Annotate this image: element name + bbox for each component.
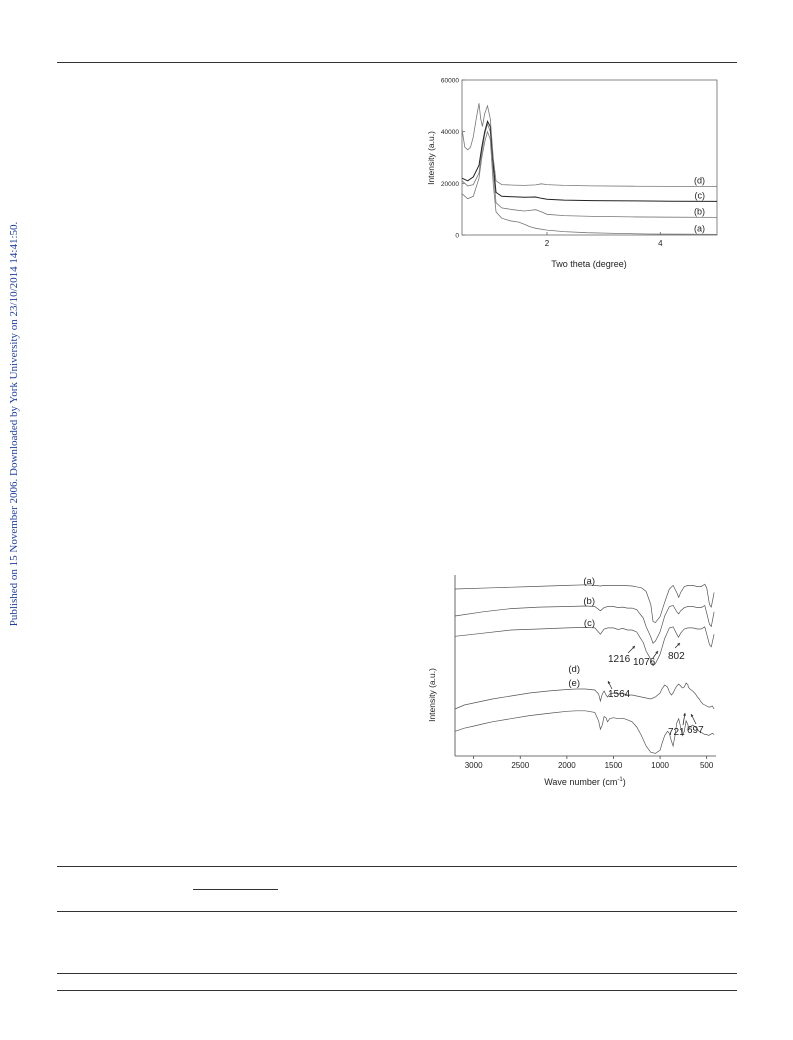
top-rule (57, 62, 737, 63)
xrd-x-axis-label: Two theta (degree) (551, 259, 627, 269)
ftir-x-tick-label: 1500 (604, 761, 623, 770)
ftir-x-axis-label-close: ) (622, 777, 626, 787)
ftir-series-d-line (455, 683, 714, 709)
ftir-x-tick-label: 2000 (557, 761, 576, 770)
ftir-series-e-label: (e) (568, 678, 580, 689)
table-header-underline (193, 889, 278, 890)
ftir-plot-area (455, 575, 716, 770)
xrd-series-b-label: (b) (694, 206, 705, 217)
xrd-series-a-label: (a) (694, 223, 705, 234)
ftir-peak-annotation: 1216 (608, 654, 631, 665)
ftir-peak-annotation: 721 (668, 727, 685, 738)
xrd-y-tick-label: 20000 (440, 180, 459, 188)
xrd-chart (400, 70, 740, 290)
xrd-x-tick-label: 4 (658, 239, 663, 248)
xrd-plot-area (441, 78, 717, 249)
ftir-peak-annotation: 1076 (633, 657, 656, 668)
ftir-chart (425, 565, 735, 790)
ftir-peak-annotation: 697 (687, 725, 704, 736)
ftir-x-axis-label-text: Wave number (cm (544, 777, 618, 787)
xrd-y-tick-label: 0 (455, 232, 459, 240)
xrd-series-b-line (462, 124, 717, 217)
xrd-y-tick-label: 40000 (440, 129, 459, 137)
ftir-y-axis-label: Intensity (a.u.) (427, 668, 437, 722)
ftir-x-axis-label (544, 777, 626, 787)
ftir-x-tick-label: 2500 (511, 761, 530, 770)
xrd-y-axis-label: Intensity (a.u.) (426, 131, 436, 185)
ftir-x-tick-label: 500 (699, 761, 714, 770)
ftir-series-c-label: (c) (583, 618, 595, 629)
ftir-x-axis-label-superscript: -1 (617, 777, 623, 783)
table-bottom-rule (57, 973, 737, 974)
xrd-series-d-line (462, 103, 717, 186)
table-top-rule (57, 866, 737, 867)
table-header-rule (57, 911, 737, 912)
ftir-series-a-label: (a) (583, 576, 595, 587)
page-bottom-rule (57, 990, 737, 991)
watermark-text: Published on 15 November 2006. Downloaded by York University on 23/10/2014 14:41:50. (8, 221, 20, 627)
xrd-plot-frame (462, 80, 717, 235)
ftir-peak-annotation: 802 (668, 651, 685, 662)
ftir-series-b-label: (b) (583, 596, 595, 607)
xrd-x-tick-label: 2 (544, 239, 550, 248)
ftir-series-d-label: (d) (568, 664, 580, 675)
xrd-series-d-label: (d) (694, 175, 705, 186)
xrd-series-c-label: (c) (694, 190, 705, 201)
xrd-series-a-line (462, 132, 717, 235)
ftir-x-tick-label: 3000 (464, 761, 483, 770)
ftir-x-tick-label: 1000 (651, 761, 669, 770)
xrd-series-c-line (462, 121, 717, 201)
ftir-peak-annotation: 1564 (608, 689, 631, 700)
xrd-y-tick-label: 60000 (440, 77, 459, 85)
